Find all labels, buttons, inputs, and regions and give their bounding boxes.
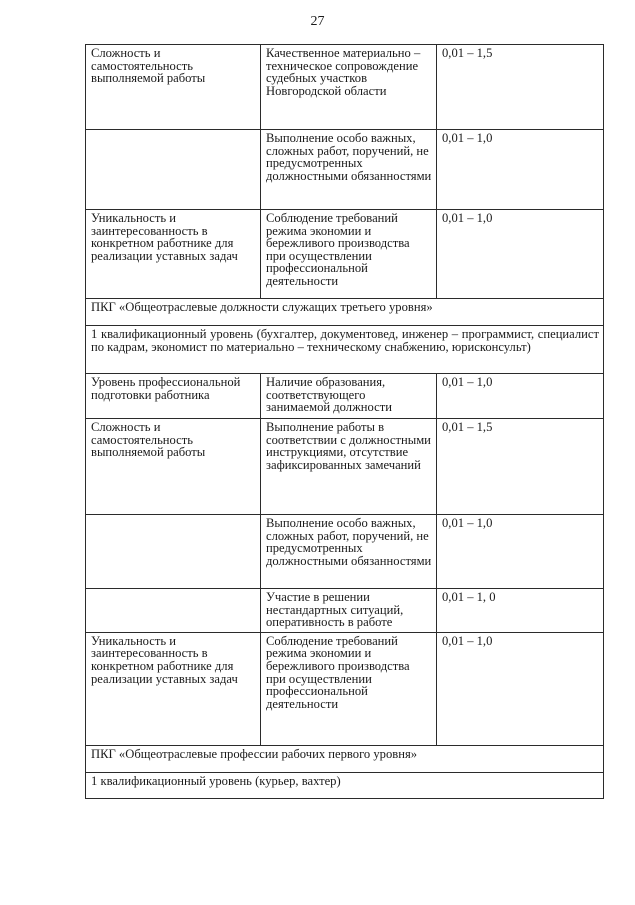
indicator-cell: Выполнение особо важных, сложных работ, поручений, не предусмотренных должностными обязанностями	[261, 130, 437, 210]
group-heading: ПКГ «Общеотраслевые профессии рабочих первого уровня»	[86, 745, 604, 772]
criterion-cell: Уникальность и заинтересованность в конкретном работнике для реализации уставных задач	[86, 210, 261, 299]
qualification-level: 1 квалификационный уровень (бухгалтер, документовед, инженер – программист, специалист по кадрам, экономист по материально – техническому снабжению, юрисконсульт)	[86, 326, 604, 374]
coefficient-cell: 0,01 – 1,0	[437, 130, 604, 210]
group-heading: ПКГ «Общеотраслевые должности служащих третьего уровня»	[86, 299, 604, 326]
criterion-cell: Уровень профессиональной подготовки работника	[86, 374, 261, 419]
criterion-cell: Сложность и самостоятельность выполняемой работы	[86, 45, 261, 130]
qualification-level-row	[86, 772, 604, 798]
qualification-level: 1 квалификационный уровень (курьер, вахтер)	[86, 772, 604, 798]
indicator-cell: Выполнение особо важных, сложных работ, поручений, не предусмотренных должностными обязанностями	[261, 515, 437, 589]
coefficient-cell: 0,01 – 1,0	[437, 632, 604, 745]
page-number: 27	[310, 14, 325, 29]
table-row	[86, 210, 604, 299]
indicator-cell: Качественное материально – техническое сопровождение судебных участков Новгородской области	[261, 45, 437, 130]
coefficient-cell: 0,01 – 1,0	[437, 515, 604, 589]
table-row	[86, 632, 604, 745]
indicator-cell: Наличие образования, соответствующего занимаемой должности	[261, 374, 437, 419]
coefficient-cell: 0,01 – 1,0	[437, 210, 604, 299]
qualification-level-row	[86, 326, 604, 374]
criteria-table	[85, 44, 604, 799]
table-row	[86, 515, 604, 589]
criterion-cell-empty	[86, 130, 261, 210]
table-row	[86, 419, 604, 515]
group-heading-row	[86, 299, 604, 326]
table-row	[86, 130, 604, 210]
indicator-cell: Соблюдение требований режима экономии и бережливого производства при осуществлении профессиональной деятельности	[261, 632, 437, 745]
table-row	[86, 589, 604, 633]
criterion-cell-empty	[86, 515, 261, 589]
criterion-cell: Уникальность и заинтересованность в конкретном работнике для реализации уставных задач	[86, 632, 261, 745]
group-heading-row	[86, 745, 604, 772]
indicator-cell: Выполнение работы в соответствии с должностными инструкциями, отсутствие зафиксированных замечаний	[261, 419, 437, 515]
coefficient-cell: 0,01 – 1,0	[437, 374, 604, 419]
coefficient-cell: 0,01 – 1, 0	[437, 589, 604, 633]
criterion-cell: Сложность и самостоятельность выполняемой работы	[86, 419, 261, 515]
indicator-cell: Соблюдение требований режима экономии и бережливого производства при осуществлении профессиональной деятельности	[261, 210, 437, 299]
table-row	[86, 45, 604, 130]
coefficient-cell: 0,01 – 1,5	[437, 419, 604, 515]
coefficient-cell: 0,01 – 1,5	[437, 45, 604, 130]
criterion-cell-empty	[86, 589, 261, 633]
table-row	[86, 374, 604, 419]
indicator-cell: Участие в решении нестандартных ситуаций, оперативность в работе	[261, 589, 437, 633]
